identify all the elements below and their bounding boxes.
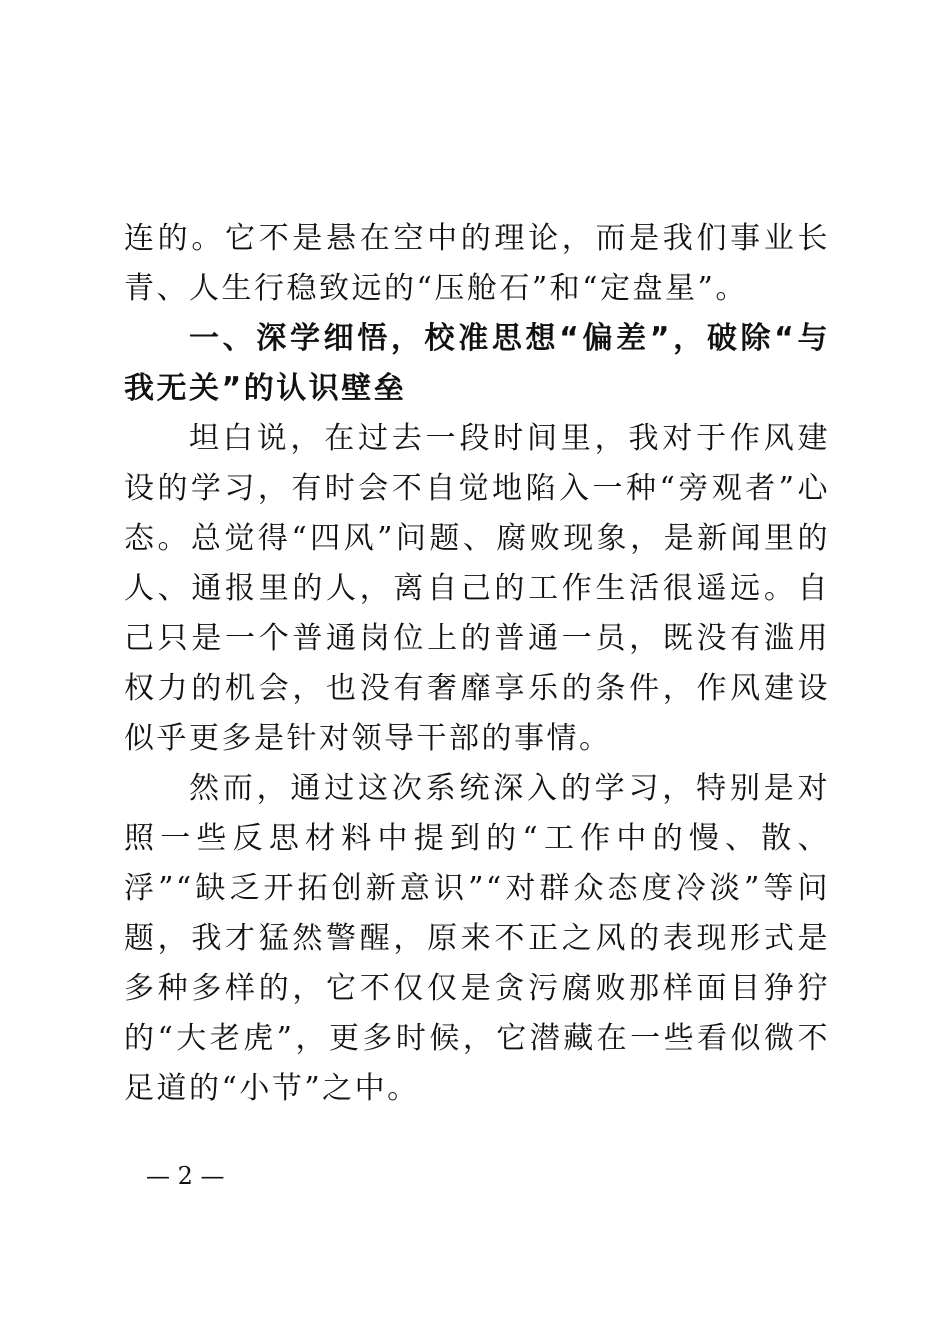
continuation-paragraph: 连的。它不是悬在空中的理论，而是我们事业长青、人生行稳致远的“压舱石”和“定盘星”。: [124, 221, 830, 306]
body-paragraph-2: 然而，通过这次系统深入的学习，特别是对照一些反思材料中提到的“工作中的慢、散、浮”“缺乏开拓创新意识”“对群众态度冷淡”等问题，我才猛然警醒，原来不正之风的表现形式是多种多样的，它不仅仅是贪污腐败那样面目狰狞的“大老虎”，更多时候，它潜藏在一些看似微不足道的“小节”之中。: [124, 771, 830, 1106]
document-body: [124, 214, 830, 1114]
section-heading: 一、深学细悟，校准思想“偏差”，破除“与我无关”的认识壁垒: [124, 321, 830, 406]
page-number: — 2 —: [146, 1162, 225, 1190]
body-paragraph-1: 坦白说，在过去一段时间里，我对于作风建设的学习，有时会不自觉地陷入一种“旁观者”心态。总觉得“四风”问题、腐败现象，是新闻里的人、通报里的人，离自己的工作生活很遥远。自己只是一个普通岗位上的普通一员，既没有滥用权力的机会，也没有奢靡享乐的条件，作风建设似乎更多是针对领导干部的事情。: [124, 421, 830, 756]
